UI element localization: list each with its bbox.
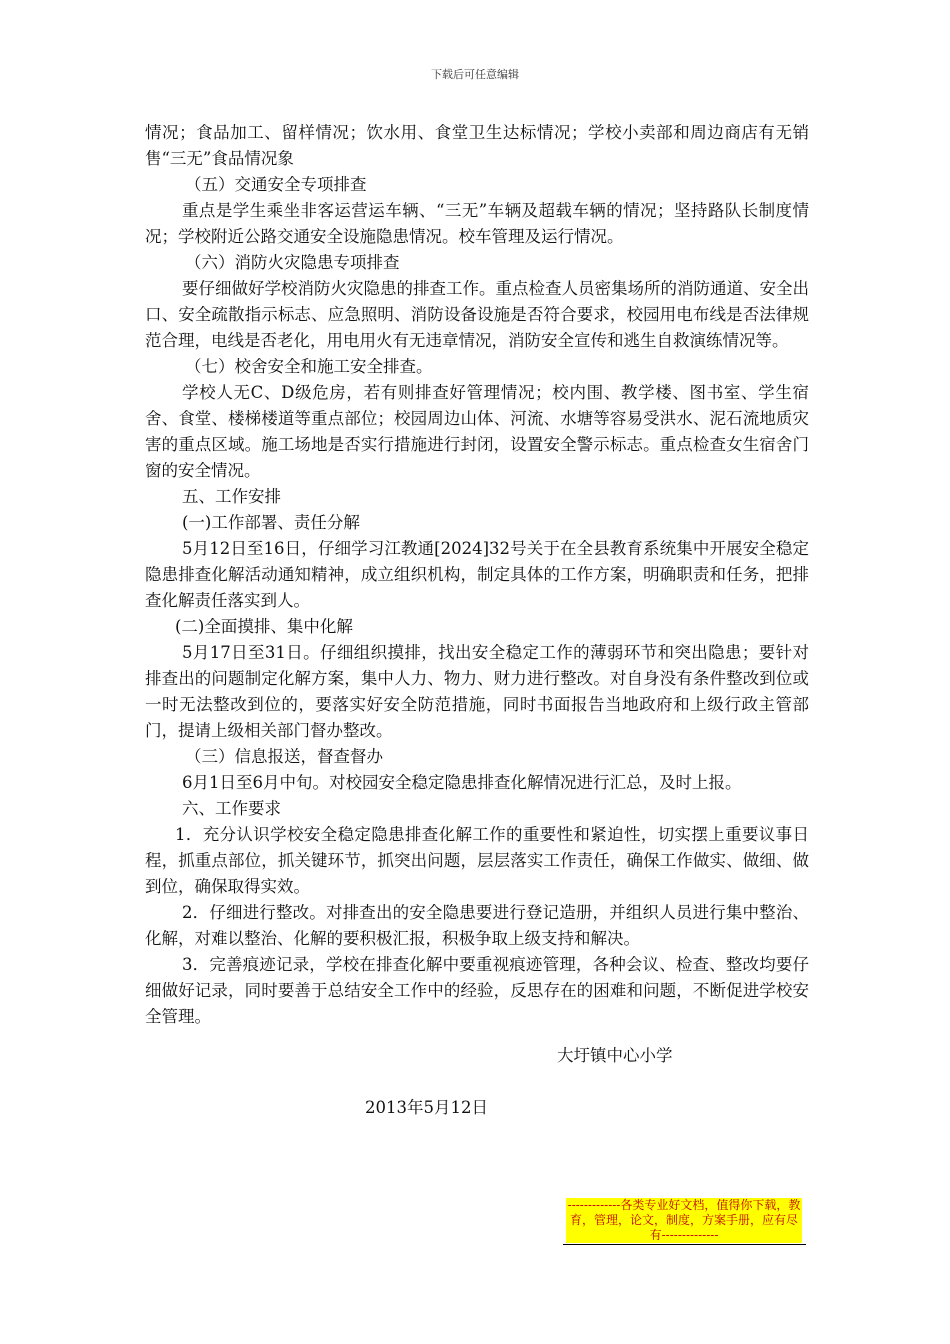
paragraph: 要仔细做好学校消防火灾隐患的排查工作。重点检查人员密集场所的消防通道、安全出口、安全疏散指示标志、应急照明、消防设备设施是否符合要求，校园用电布线是否法律规范合理，电线是否老化，用电用火有无违章情况，消防安全宣传和逃生自救演练情况等。 bbox=[145, 279, 809, 350]
paragraph: 2．仔细进行整改。对排查出的安全隐患要进行登记造册，并组织人员进行集中整治、化解，对难以整治、化解的要积极汇报，积极争取上级支持和解决。 bbox=[145, 903, 809, 948]
paragraph: 学校人无C、D级危房，若有则排查好管理情况；校内围、教学楼、图书室、学生宿舍、食堂、楼梯楼道等重点部位；校园周边山体、河流、水塘等容易受洪水、泥石流地质灾害的重点区域。施工场地是否实行措施进行封闭，设置安全警示标志。重点检查女生宿舍门窗的安全情况。 bbox=[145, 383, 809, 480]
paragraph: 六、工作要求 bbox=[182, 799, 281, 818]
footer-advert: -------------各类专业好文档，值得你下载，教育，管理，论文，制度，方案手册，应有尽有-------------- bbox=[567, 1198, 801, 1242]
paragraph: 情况；食品加工、留样情况；饮水用、食堂卫生达标情况；学校小卖部和周边商店有无销售“三无”食品情况象 bbox=[145, 123, 809, 168]
paragraph: 3．完善痕迹记录，学校在排查化解中要重视痕迹管理，各种会议、检查、整改均要仔细做好记录，同时要善于总结安全工作中的经验，反思存在的困难和问题，不断促进学校安全管理。 bbox=[145, 955, 809, 1026]
paragraph: 五、工作安排 bbox=[182, 487, 281, 506]
document-date: 2013年5月12日 bbox=[365, 1098, 488, 1117]
document-body bbox=[145, 120, 809, 1030]
paragraph: （六）消防火灾隐患专项排查 bbox=[185, 253, 400, 272]
paragraph: 1．充分认识学校安全稳定隐患排查化解工作的重要性和紧迫性，切实摆上重要议事日程，抓重点部位，抓关键环节，抓突出问题，层层落实工作责任，确保工作做实、做细、做到位，确保取得实效。 bbox=[145, 825, 809, 896]
footer-rule bbox=[563, 1244, 806, 1245]
paragraph: (一)工作部署、责任分解 bbox=[182, 513, 360, 532]
paragraph: （三）信息报送，督查督办 bbox=[185, 747, 383, 766]
signature: 大圩镇中心小学 bbox=[557, 1046, 673, 1065]
paragraph: 重点是学生乘坐非客运营运车辆、“三无”车辆及超载车辆的情况；坚持路队长制度情况；学校附近公路交通安全设施隐患情况。校车管理及运行情况。 bbox=[145, 201, 809, 246]
paragraph: 5月17日至31日。仔细组织摸排，找出安全稳定工作的薄弱环节和突出隐患；要针对排查出的问题制定化解方案，集中人力、物力、财力进行整改。对自身没有条件整改到位或一时无法整改到位的，要落实好安全防范措施，同时书面报告当地政府和上级行政主管部门，提请上级相关部门督办整改。 bbox=[145, 643, 809, 740]
paragraph: (二)全面摸排、集中化解 bbox=[175, 617, 353, 636]
page-header: 下载后可任意编辑 bbox=[431, 68, 519, 81]
paragraph: 5月12日至16日，仔细学习江教通[2024]32号关于在全县教育系统集中开展安全稳定隐患排查化解活动通知精神，成立组织机构，制定具体的工作方案，明确职责和任务，把排查化解责任落实到人。 bbox=[145, 539, 809, 610]
paragraph: （七）校舍安全和施工安全排查。 bbox=[185, 357, 433, 376]
paragraph: 6月1日至6月中旬。对校园安全稳定隐患排查化解情况进行汇总，及时上报。 bbox=[182, 773, 742, 792]
paragraph: （五）交通安全专项排查 bbox=[185, 175, 367, 194]
